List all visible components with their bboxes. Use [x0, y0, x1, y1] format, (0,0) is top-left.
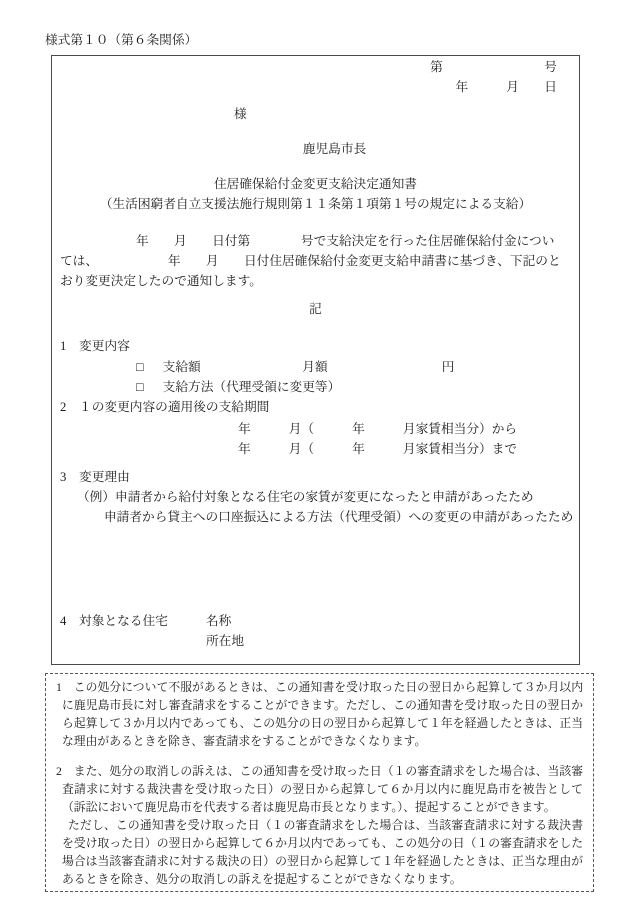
notice-box	[51, 55, 580, 665]
document-title: 住居確保給付金変更支給決定通知書	[214, 177, 417, 191]
reason-example-1: （例）申請者から給付対象となる住宅の家賃が変更になったと申請があったため	[77, 490, 534, 504]
period-to-line: 年 月（ 年 月家賃相当分）まで	[238, 442, 518, 456]
document-subtitle: （生活困窮者自立支援法施行規則第１１条第１項第１号の規定による支給）	[99, 197, 532, 211]
change-item-amount-label: 支給額 月額 円	[162, 360, 455, 374]
section-3-heading: 3 変更理由	[60, 470, 130, 484]
period-from-line: 年 月（ 年 月家賃相当分）から	[238, 422, 518, 436]
doc-number-line: 第 号	[430, 60, 557, 74]
checkbox-icon: □	[136, 380, 144, 394]
addressee-suffix: 様	[234, 107, 247, 121]
housing-address-label: 所在地	[206, 634, 245, 648]
appeal-note-2-proviso: ただし、この通知書を受け取った日（１の審査請求をした場合は、当該審査請求に対する裁決書を受け取った日）の翌日から起算して６か月以内であっても、この処分の日（１の審査請求をした場合は当該審査請求に対する裁決の日）の翌日から起算して１年を経過したときは、正当な理由があるときを除き、処分の取消しの訴えを提起することができなくなります。	[56, 818, 583, 886]
section-4-heading: 4 対象となる住宅 名称	[60, 614, 232, 628]
body-line-1: 年 月 日付第 号で支給決定を行った住居確保給付金につい	[136, 234, 555, 248]
body-line-3: おり変更決定したので通知します。	[60, 274, 262, 288]
date-line: 年 月 日	[455, 80, 557, 94]
body-line-2: ては、 年 月 日付住居確保給付金変更支給申請書に基づき、下記のと	[60, 254, 561, 268]
change-item-method-label: 支給方法（代理受領に変更等）	[162, 380, 341, 394]
ki-separator-label: 記	[309, 302, 322, 316]
issuer-name: 鹿児島市長	[302, 142, 367, 156]
appeal-note-2: 2 また、処分の取消しの訴えは、この通知書を受け取った日（１の審査請求をした場合は、当該審査請求に対する裁決書を受け取った日）の翌日から起算して６か月以内に鹿児島市を被告として（訴訟において鹿児島市を代表する者は鹿児島市長となります。）、提起することができます。	[56, 764, 583, 814]
appeal-note-1: 1 この処分について不服があるときは、この通知書を受け取った日の翌日から起算して３か月以内に鹿児島市長に対し審査請求をすることができます。ただし、この通知書を受け取った日の翌日から起算して３か月以内であっても、この処分の日の翌日から起算して１年を経過したときは、正当な理由があるときを除き、審査請求をすることができなくなります。	[56, 680, 583, 748]
section-1-heading: 1 変更内容	[60, 339, 130, 353]
change-item-row-amount	[136, 357, 571, 377]
change-item-row-method	[136, 377, 571, 397]
form-number-label: 様式第１０（第６条関係）	[45, 33, 198, 47]
checkbox-icon: □	[136, 360, 144, 374]
appeal-notes-box	[45, 673, 594, 892]
reason-example-2: 申請者から貸主への口座振込による方法（代理受領）への変更の申請があったため	[104, 510, 574, 524]
section-2-heading: 2 １の変更内容の適用後の支給期間	[60, 400, 270, 414]
